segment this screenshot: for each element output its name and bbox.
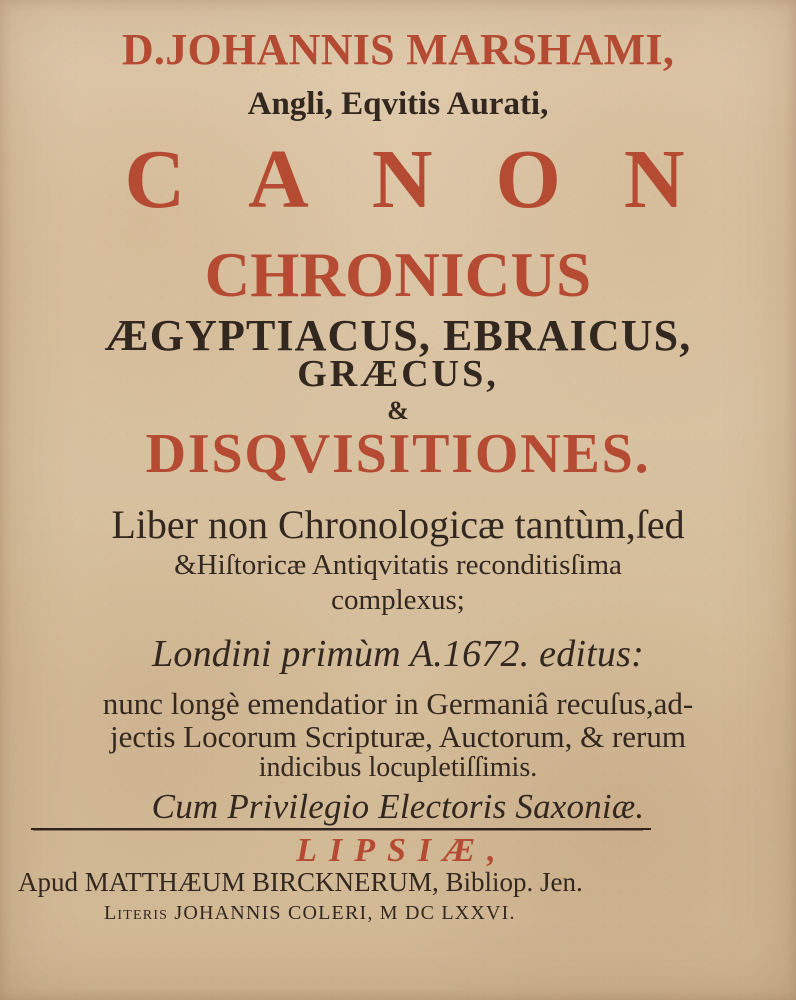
ampersand-line: & xyxy=(387,396,409,425)
author-honorific-line: Angli, Eqvitis Aurati, xyxy=(247,86,549,122)
separator-rule-shadow xyxy=(33,830,643,831)
publication-line: Londini primùm A.1672. editus: xyxy=(152,633,644,675)
description-line-2: &Hiſtoricæ Antiqvitatis reconditisſima xyxy=(174,549,622,581)
author-line: D.JOHANNIS MARSHAMI, xyxy=(121,25,675,74)
description-line-1: Liber non Chronologicæ tantùm,ſed xyxy=(111,502,685,547)
title-chronicus: CHRONICUS xyxy=(204,240,592,310)
imprint-printer: Literis JOHANNIS COLERI, M DC LXXVI. xyxy=(104,902,516,924)
privilege-line: Cum Privilegio Electoris Saxoniæ. xyxy=(151,787,645,826)
subtitle-line-1: ÆGYPTIACUS, EBRAICUS, xyxy=(104,311,692,360)
imprint-publisher: Apud MATTHÆUM BIRCKNERUM, Bibliop. Jen. xyxy=(18,867,583,897)
description-line-3: complexus; xyxy=(331,584,465,616)
title-disquisitiones: DISQVISITIONES. xyxy=(145,423,651,485)
imprint-city: LIPSIÆ, xyxy=(296,832,508,869)
edition-line-1: nunc longè emendatior in Germaniâ recuſus,ad- xyxy=(102,686,694,721)
title-canon: CANON xyxy=(124,133,748,226)
edition-line-3: indicibus locupletiſſimis. xyxy=(258,752,538,783)
subtitle-line-2: GRÆCUS, xyxy=(297,353,499,395)
edition-line-2: jectis Locorum Scripturæ, Auctorum, & rerum xyxy=(110,719,686,754)
